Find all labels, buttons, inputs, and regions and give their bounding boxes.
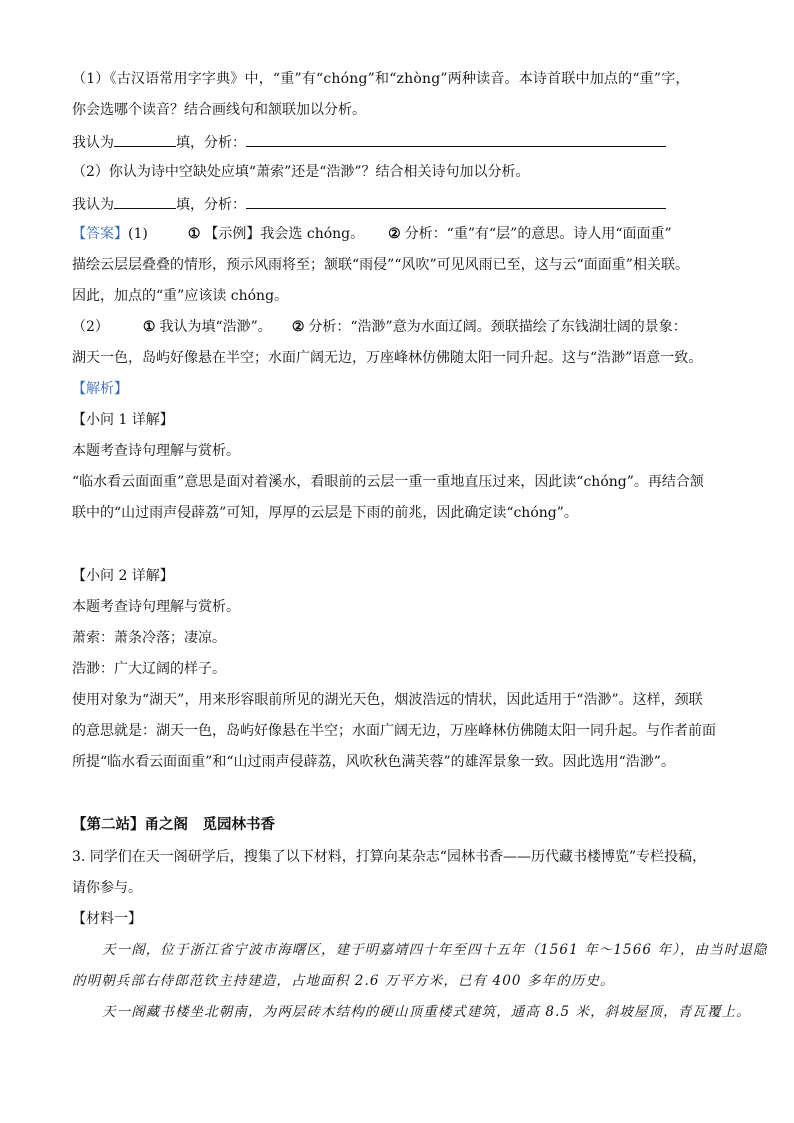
sub-question-2-line-4: 使用对象为“湖天”，用来形容眼前所见的湖光天色，烟波浩远的情状，因此适用于“浩渺”。这样，颈联 [72, 692, 703, 708]
section-2-title: 【第二站】甬之阁 觅园林书香 [72, 816, 275, 833]
question-3-line-2: 请你参与。 [72, 880, 142, 896]
answer-line-2 [72, 193, 666, 215]
sub-question-2-line-3: 浩渺：广大辽阔的样子。 [72, 661, 226, 677]
answer-line-2-prefix: 我认为 [72, 197, 114, 213]
circle-4: ② [291, 319, 305, 335]
sub-question-1-line-1: 本题考查诗句理解与赏析。 [72, 443, 240, 459]
material-1-line-2: 的明朝兵部右侍郎范钦主持建造，占地面积 2.6 万平方米，已有 400 多年的历史。 [72, 973, 615, 989]
answer-2-line-1 [72, 317, 687, 337]
answer-line-1 [72, 131, 666, 153]
answer-1-line-1 [72, 224, 672, 244]
answer-line-1-prefix: 我认为 [72, 135, 114, 151]
answer-1-line-3: 因此，加点的“重”应该读 chóng。 [72, 288, 289, 304]
question-3-line-1: 3. 同学们在天一阁研学后，搜集了以下材料，打算向某杂志“园林书香——历代藏书楼博览”专栏投稿， [72, 849, 707, 865]
answer-1-line-2: 描绘云层层叠叠的情形，预示风雨将至；颔联“雨侵”“风吹”可见风雨已至，这与云“面面重”相关联。 [72, 257, 689, 273]
answer-2-number: （2） [72, 319, 109, 335]
material-1-title: 【材料一】 [72, 911, 142, 927]
answer-2-line-2: 湖天一色，岛屿好像悬在半空；水面广阔无边，万座峰林仿佛随太阳一同升起。这与“浩渺”语意一致。 [72, 350, 703, 366]
circle-2: ② [388, 226, 401, 242]
sub-question-2-line-2: 萧索：萧条冷落；凄凉。 [72, 630, 226, 646]
answer-line-2-mid: 填，分析： [176, 197, 246, 213]
sub-question-1-line-2: “临水看云面面重”意思是面对着溪水，看眼前的云层一重一重地直压过来，因此读“chóng”。再结合颔 [72, 474, 704, 490]
answer-2-a: 我认为填“浩渺”。 [159, 319, 272, 335]
circle-1: ① [187, 226, 201, 242]
answer-blank-1[interactable] [114, 131, 176, 147]
answer-blank-2[interactable] [114, 193, 176, 209]
question-part-2: （2）你认为诗中空缺处应填“萧索”还是“浩渺”？结合相关诗句加以分析。 [72, 164, 530, 180]
material-1-line-3: 天一阁藏书楼坐北朝南，为两层砖木结构的硬山顶重楼式建筑，通高 8.5 米，斜坡屋顶，青瓦覆上。 [102, 1004, 751, 1020]
circle-3: ① [142, 319, 156, 335]
answer-2-b: 分析：“浩渺”意为水面辽阔。颈联描绘了东钱湖壮阔的景象： [308, 319, 687, 335]
analysis-blank-2[interactable] [246, 193, 666, 209]
answer-line-1-mid: 填，分析： [176, 135, 246, 151]
analysis-blank-1[interactable] [246, 131, 666, 147]
answer-1-analysis: 分析：“重”有“层”的意思。诗人用“面面重” [404, 226, 672, 242]
material-1-line-1: 天一阁，位于浙江省宁波市海曙区，建于明嘉靖四十年至四十五年（1561 年～1566 年），由当时退隐 [102, 942, 768, 958]
analysis-tag: 【解析】 [72, 381, 128, 397]
sub-question-2-line-5: 的意思就是：湖天一色，岛屿好像悬在半空；水面广阔无边，万座峰林仿佛随太阳一同升起。与作者前面 [72, 723, 716, 739]
answer-1-number: (1) [128, 226, 148, 242]
sub-question-2-line-6: 所提“临水看云面面重”和“山过雨声侵薜荔，风吹秋色满芙蓉”的雄浑景象一致。因此选用“浩渺”。 [72, 754, 675, 770]
sub-question-1-title: 【小问 1 详解】 [72, 412, 174, 428]
sub-question-2-line-1: 本题考查诗句理解与赏析。 [72, 599, 240, 615]
sub-question-1-line-3: 联中的“山过雨声侵薜荔”可知，厚厚的云层是下雨的前兆，因此确定读“chóng”。 [72, 505, 578, 521]
sub-question-2-title: 【小问 2 详解】 [72, 568, 174, 584]
answer-tag: 【答案】 [72, 226, 128, 242]
answer-1-example: 【示例】我会选 chóng。 [204, 226, 365, 242]
question-part-1-cont: 你会选哪个读音？结合画线句和颔联加以分析。 [72, 102, 366, 118]
question-part-1: （1）《古汉语常用字字典》中，“重”有“chóng”和“zhòng”两种读音。本诗首联中加点的“重”字， [72, 71, 690, 87]
